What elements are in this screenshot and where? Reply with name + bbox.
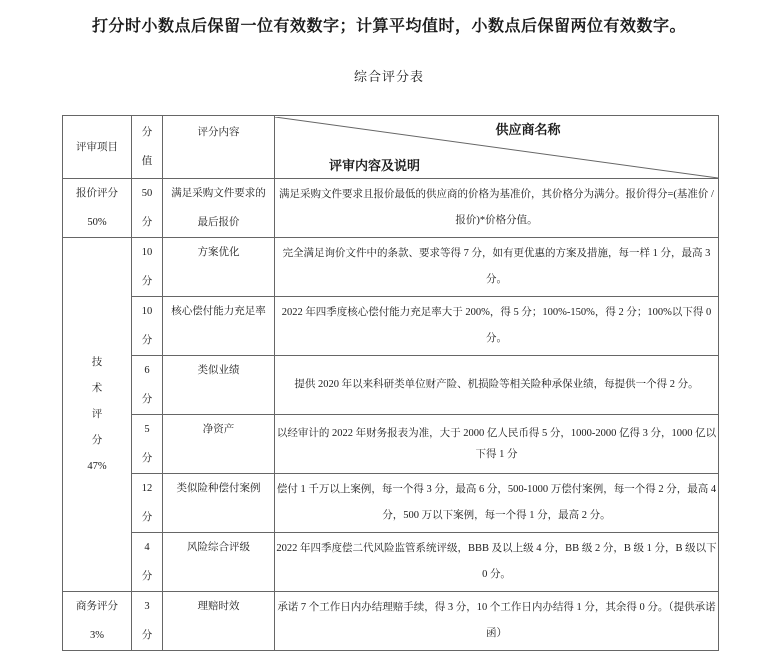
tech-group-line: 47% [87, 460, 107, 472]
content-line: 净资产 [202, 424, 235, 435]
content-header-label: 评分内容 [197, 127, 240, 138]
score-line: 分 [141, 571, 153, 582]
tech-group-cell [63, 238, 132, 592]
content-cell [163, 474, 275, 533]
page-title: 综合评分表 [353, 69, 424, 84]
content-cell [163, 415, 275, 474]
content-cell [163, 592, 275, 651]
table-row [63, 238, 719, 297]
content-cell [163, 533, 275, 592]
content-line [163, 621, 274, 650]
content-line [163, 562, 274, 591]
content-line: 类似险种偿付案例 [176, 483, 261, 494]
score-line: 分 [141, 217, 153, 228]
desc-cell: 完全满足询价文件中的条款、要求等得 7 分，如有更优惠的方案及措施，每一样 1 分，最高 3 分。 [275, 238, 719, 297]
score-line: 分 [141, 335, 153, 346]
tech-group-line: 技 [91, 356, 103, 368]
scoring-table [62, 115, 719, 651]
diagonal-header-cell [275, 116, 719, 179]
review-item-header-cell [63, 116, 132, 179]
item-cell [63, 179, 132, 238]
desc-cell: 2022 年四季度偿二代风险监管系统评级，BBB 及以上级 4 分，BB 级 2 分，B 级 1 分，B 级以下 0 分。 [275, 533, 719, 592]
item-line: 50% [87, 217, 107, 228]
content-line [163, 444, 274, 473]
score-cell [132, 592, 163, 651]
desc-cell: 提供 2020 年以来科研类单位财产险、机损险等相关险种承保业绩，每提供一个得 2 分。 [275, 356, 719, 415]
score-header-line1: 分 [141, 127, 153, 138]
score-line: 3 [144, 601, 150, 612]
table-row [63, 474, 719, 533]
score-line: 10 [141, 247, 153, 258]
score-line: 6 [144, 365, 150, 376]
score-cell [132, 415, 163, 474]
score-line: 4 [144, 542, 150, 553]
content-line [163, 267, 274, 296]
content-cell [163, 356, 275, 415]
tech-group-line: 术 [91, 382, 103, 394]
review-description-label: 评审内容及说明 [329, 157, 421, 173]
content-line: 风险综合评级 [187, 542, 250, 553]
content-cell [163, 179, 275, 238]
score-line: 分 [141, 512, 153, 523]
table-row [63, 356, 719, 415]
content-line: 理赔时效 [197, 601, 240, 612]
content-line: 最后报价 [197, 217, 240, 228]
content-line [163, 503, 274, 532]
score-line: 10 [141, 306, 153, 317]
content-cell [163, 238, 275, 297]
table-row [63, 533, 719, 592]
content-line: 满足采购文件要求的 [171, 188, 266, 199]
score-line: 分 [141, 453, 153, 464]
score-line: 5 [144, 424, 150, 435]
score-cell [132, 179, 163, 238]
diagonal-header-wrap [275, 117, 718, 178]
table-row [63, 297, 719, 356]
score-line: 分 [141, 394, 153, 405]
content-header-spacer [163, 147, 274, 176]
content-line: 方案优化 [197, 247, 240, 258]
desc-cell: 承诺 7 个工作日内办结理赔手续，得 3 分，10 个工作日内办结得 1 分，其余得 0 分。（提供承诺函） [275, 592, 719, 651]
item-line: 报价评分 [76, 188, 118, 199]
desc-cell: 2022 年四季度核心偿付能力充足率大于 200%，得 5 分；100%-150%，得 2 分；100%以下得 0 分。 [275, 297, 719, 356]
supplier-name-label: 供应商名称 [495, 121, 561, 137]
score-header-line2: 值 [141, 156, 153, 167]
content-header-cell [163, 116, 275, 179]
score-line: 分 [141, 630, 153, 641]
score-cell [132, 533, 163, 592]
table-row [63, 415, 719, 474]
review-item-header-label: 评审项目 [76, 141, 118, 153]
score-line: 50 [141, 188, 153, 199]
header-row [63, 116, 719, 179]
content-line: 核心偿付能力充足率 [171, 306, 266, 317]
content-line [163, 385, 274, 414]
score-line: 12 [141, 483, 153, 494]
content-line: 类似业绩 [197, 365, 240, 376]
score-header-cell [132, 116, 163, 179]
score-cell [132, 474, 163, 533]
item-line: 3% [90, 630, 104, 641]
content-line [163, 326, 274, 355]
item-cell [63, 592, 132, 651]
table-row [63, 592, 719, 651]
instruction-note: 打分时小数点后保留一位有效数字；计算平均值时，小数点后保留两位有效数字。 [91, 18, 686, 35]
tech-group-line: 分 [91, 434, 103, 446]
score-line: 分 [141, 276, 153, 287]
item-line: 商务评分 [76, 601, 118, 612]
content-cell [163, 297, 275, 356]
desc-cell: 以经审计的 2022 年财务报表为准，大于 2000 亿人民币得 5 分，1000-2000 亿得 3 分，1000 亿以下得 1 分 [275, 415, 719, 474]
score-cell [132, 297, 163, 356]
score-cell [132, 356, 163, 415]
desc-cell: 满足采购文件要求且报价最低的供应商的价格为基准价，其价格分为满分。报价得分=(基准价 / 报价)*价格分值。 [275, 179, 719, 238]
score-cell [132, 238, 163, 297]
desc-cell: 偿付 1 千万以上案例，每一个得 3 分，最高 6 分，500-1000 万偿付案例，每一个得 2 分，最高 4 分，500 万以下案例，每一个得 1 分，最高 2 分。 [275, 474, 719, 533]
tech-group-line: 评 [91, 408, 103, 420]
table-row [63, 179, 719, 238]
